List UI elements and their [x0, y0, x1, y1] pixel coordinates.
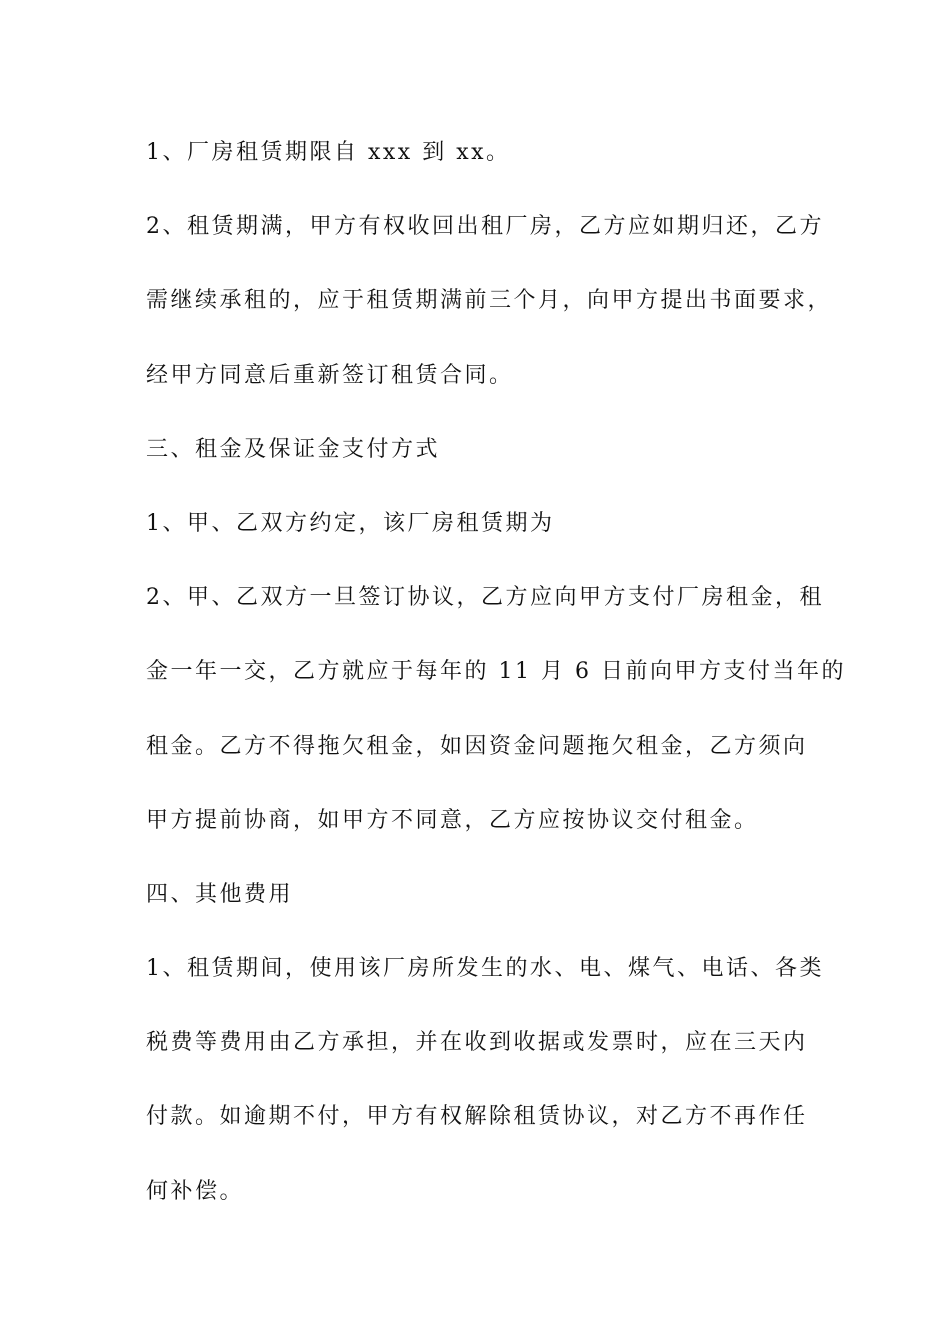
- clause-fees-utilities-cont: 税费等费用由乙方承担，并在收到收据或发票时，应在三天内: [146, 1030, 808, 1056]
- clause-rent-arrears-end: 甲方提前协商，如甲方不同意，乙方应按协议交付租金。: [146, 807, 759, 833]
- clause-fees-overdue-end: 何补偿。: [146, 1178, 245, 1204]
- clause-term-expiry-cont: 需继续承租的，应于租赁期满前三个月，向甲方提出书面要求，: [146, 288, 833, 314]
- section-heading-other-fees: 四、其他费用: [146, 881, 294, 907]
- clause-fees-overdue: 付款。如逾期不付，甲方有权解除租赁协议，对乙方不再作任: [146, 1104, 808, 1130]
- clause-rent-payment-cont: 金一年一交，乙方就应于每年的 11 月 6 日前向甲方支付当年的: [146, 659, 846, 685]
- clause-term-expiry-end: 经甲方同意后重新签订租赁合同。: [146, 362, 514, 388]
- clause-rent-payment: 2、甲、乙双方一旦签订协议，乙方应向甲方支付厂房租金，租: [146, 585, 824, 611]
- document-body: [146, 135, 846, 1248]
- section-heading-rent: 三、租金及保证金支付方式: [146, 436, 441, 462]
- clause-rent-arrears: 租金。乙方不得拖欠租金，如因资金问题拖欠租金，乙方须向: [146, 733, 808, 759]
- clause-term-period: 1、厂房租赁期限自 xxx 到 xx。: [146, 140, 511, 165]
- clause-term-expiry: 2、租赁期满，甲方有权收回出租厂房，乙方应如期归还，乙方: [146, 214, 824, 240]
- clause-rent-agreement: 1、甲、乙双方约定，该厂房租赁期为: [146, 510, 555, 536]
- clause-fees-utilities: 1、租赁期间，使用该厂房所发生的水、电、煤气、电话、各类: [146, 956, 824, 982]
